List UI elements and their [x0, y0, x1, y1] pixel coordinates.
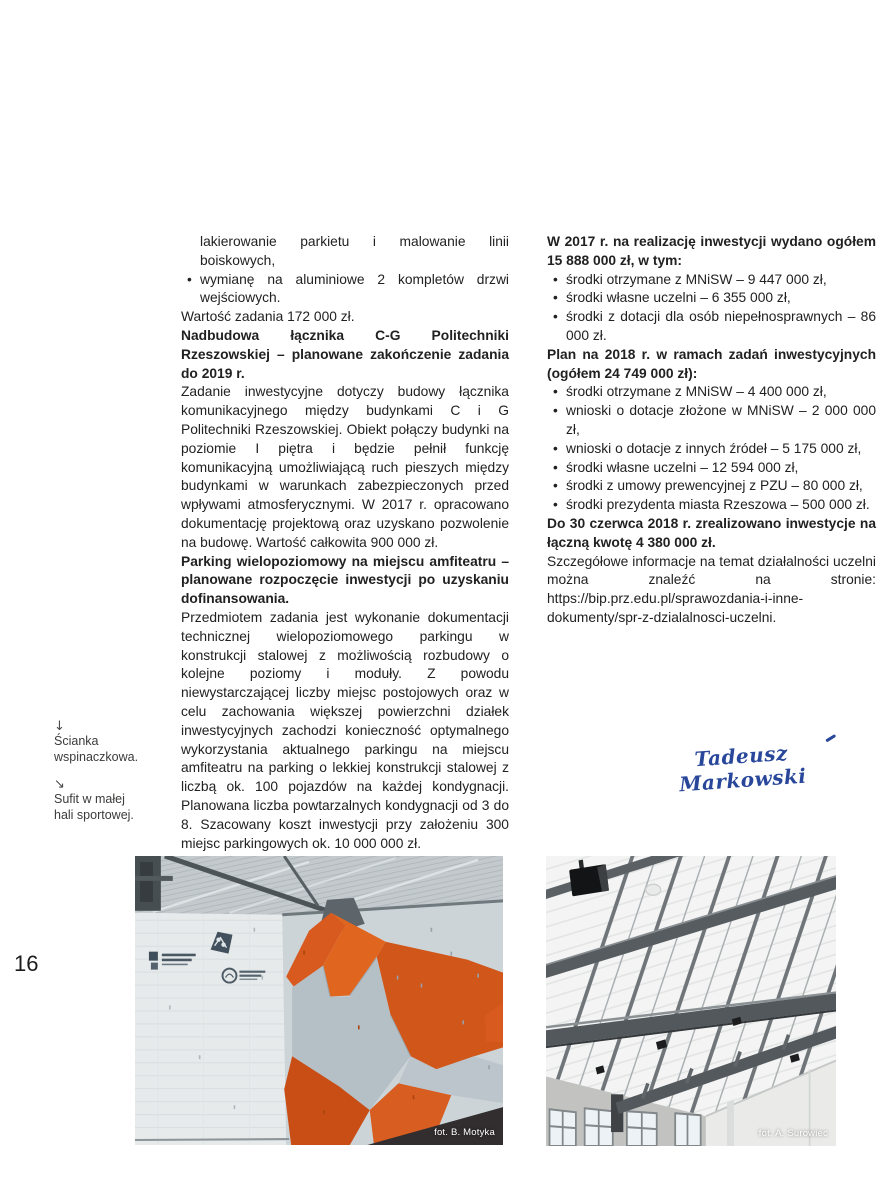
photo-caption-climbing-wall	[54, 719, 174, 765]
plan-2018-list	[547, 383, 876, 515]
caption-line: hali sportowej.	[54, 807, 134, 822]
list-item: • środki z dotacji dla osób niepełnosprawnych – 86 000 zł.	[547, 308, 876, 346]
section-body: Przedmiotem zadania jest wykonanie dokumentacji technicznej wielopoziomowego parkingu w konstrukcji stalowej z możliwością rozbudowy o kolejne poziomy i moduły. Z powodu niewystarczającej liczby miejsc postojowych oraz w celu zachowania większej powierzchni działek inwestycyjnych zachodzi konieczność optymalnego wykorzystania aktualnego parkingu na miejscu amfiteatru na parking o lekkiej konstrukcji stalowej z liczbą ok. 100 pojazdów na każdej kondygnacji. Planowana liczba powtarzalnych kondygnacji od 3 do 8. Szacowany koszt inwestycji przy założeniu 300 miejsc parkingowych ok. 10 000 000 zł.	[181, 609, 509, 851]
floor-line	[135, 1139, 289, 1140]
section-heading: Plan na 2018 r. w ramach zadań inwestycyjnych (ogółem 24 749 000 zł):	[547, 346, 876, 381]
page-number: 16	[14, 951, 39, 976]
list-item: • środki otrzymane z MNiSW – 4 400 000 zł,	[547, 383, 876, 402]
margin-notes	[54, 719, 174, 823]
list-item: • środki otrzymane z MNiSW – 9 447 000 zł,	[547, 271, 876, 290]
task-value-line: Wartość zadania 172 000 zł.	[181, 309, 355, 325]
list-item: • wnioski o dotacje złożone w MNiSW – 2 000 000 zł,	[547, 402, 876, 440]
photo-caption-ceiling	[54, 777, 174, 823]
list-item: • wymianę na aluminiowe 2 kompletów drzwi wejściowych.	[181, 271, 509, 309]
climbing-wall-photo	[135, 856, 503, 1145]
section-heading: Nadbudowa łącznika C-G Politechniki Rzeszowskiej – planowane zakończenie zadania do 2019 r.	[181, 327, 509, 381]
section-heading: Parking wielopoziomowy na miejscu amfiteatru – planowane rozpoczęcie inwestycji po uzyskaniu dofinansowania.	[181, 553, 509, 607]
funds-2017-list	[547, 271, 876, 346]
list-item: • środki własne uczelni – 12 594 000 zł,	[547, 459, 876, 478]
signature: Tadeusz Markowski	[641, 737, 844, 799]
section-body: Zadanie inwestycyjne dotyczy budowy łącznika komunikacyjnego między budynkami C i G Politechniki Rzeszowskiej. Obiekt połączy budynki na poziomie I piętra i będzie pełnił funkcję komunikacyjną umożliwiającą ruch pieszych między budynkami w warunkach zabezpieczonych przed wpływami atmosferycznymi. W 2017 r. opracowano dokumentację projektową oraz uzyskano pozwolenie na budowę. Wartość całkowita 900 000 zł.	[181, 384, 509, 550]
list-item: • wnioski o dotacje z innych źródeł – 5 175 000 zł,	[547, 440, 876, 459]
photo-credit: fot. A. Surowiec	[758, 1128, 828, 1139]
down-arrow-icon: ↓	[54, 719, 65, 734]
caption-line: Ścianka	[54, 734, 99, 748]
photo-credit: fot. B. Motyka	[434, 1127, 495, 1138]
sports-hall-ceiling-photo	[546, 856, 836, 1146]
right-text-column	[547, 233, 876, 628]
intro-bullet-list	[181, 233, 509, 308]
closing-paragraph: Szczegółowe informacje na temat działalności uczelni można znaleźć na stronie: https://bip.prz.edu.pl/sprawozdania-i-inne-dokumenty/spr-z-dzialalnosci-uczelni.	[547, 553, 876, 625]
down-right-arrow-icon: ↘	[54, 777, 65, 792]
left-wall	[135, 913, 286, 1145]
list-item: lakierowanie parkietu i malowanie linii boiskowych,	[200, 234, 509, 268]
list-item: • środki własne uczelni – 6 355 000 zł,	[547, 289, 876, 308]
ceiling-illustration	[546, 856, 836, 1146]
list-item: • środki prezydenta miasta Rzeszowa – 500 000 zł.	[547, 496, 876, 515]
climbing-wall-illustration	[135, 856, 503, 1145]
caption-line: Sufit w małej	[54, 792, 125, 806]
section-heading: W 2017 r. na realizację inwestycji wydano ogółem 15 888 000 zł, w tym:	[547, 234, 876, 268]
section-heading: Do 30 czerwca 2018 r. zrealizowano inwestycje na łączną kwotę 4 380 000 zł.	[547, 515, 876, 550]
left-text-column	[181, 233, 509, 853]
ceiling-vent-icon	[646, 884, 661, 895]
caption-line: wspinaczkowa.	[54, 749, 139, 764]
list-item: • środki z umowy prewencyjnej z PZU – 80 000 zł,	[547, 477, 876, 496]
